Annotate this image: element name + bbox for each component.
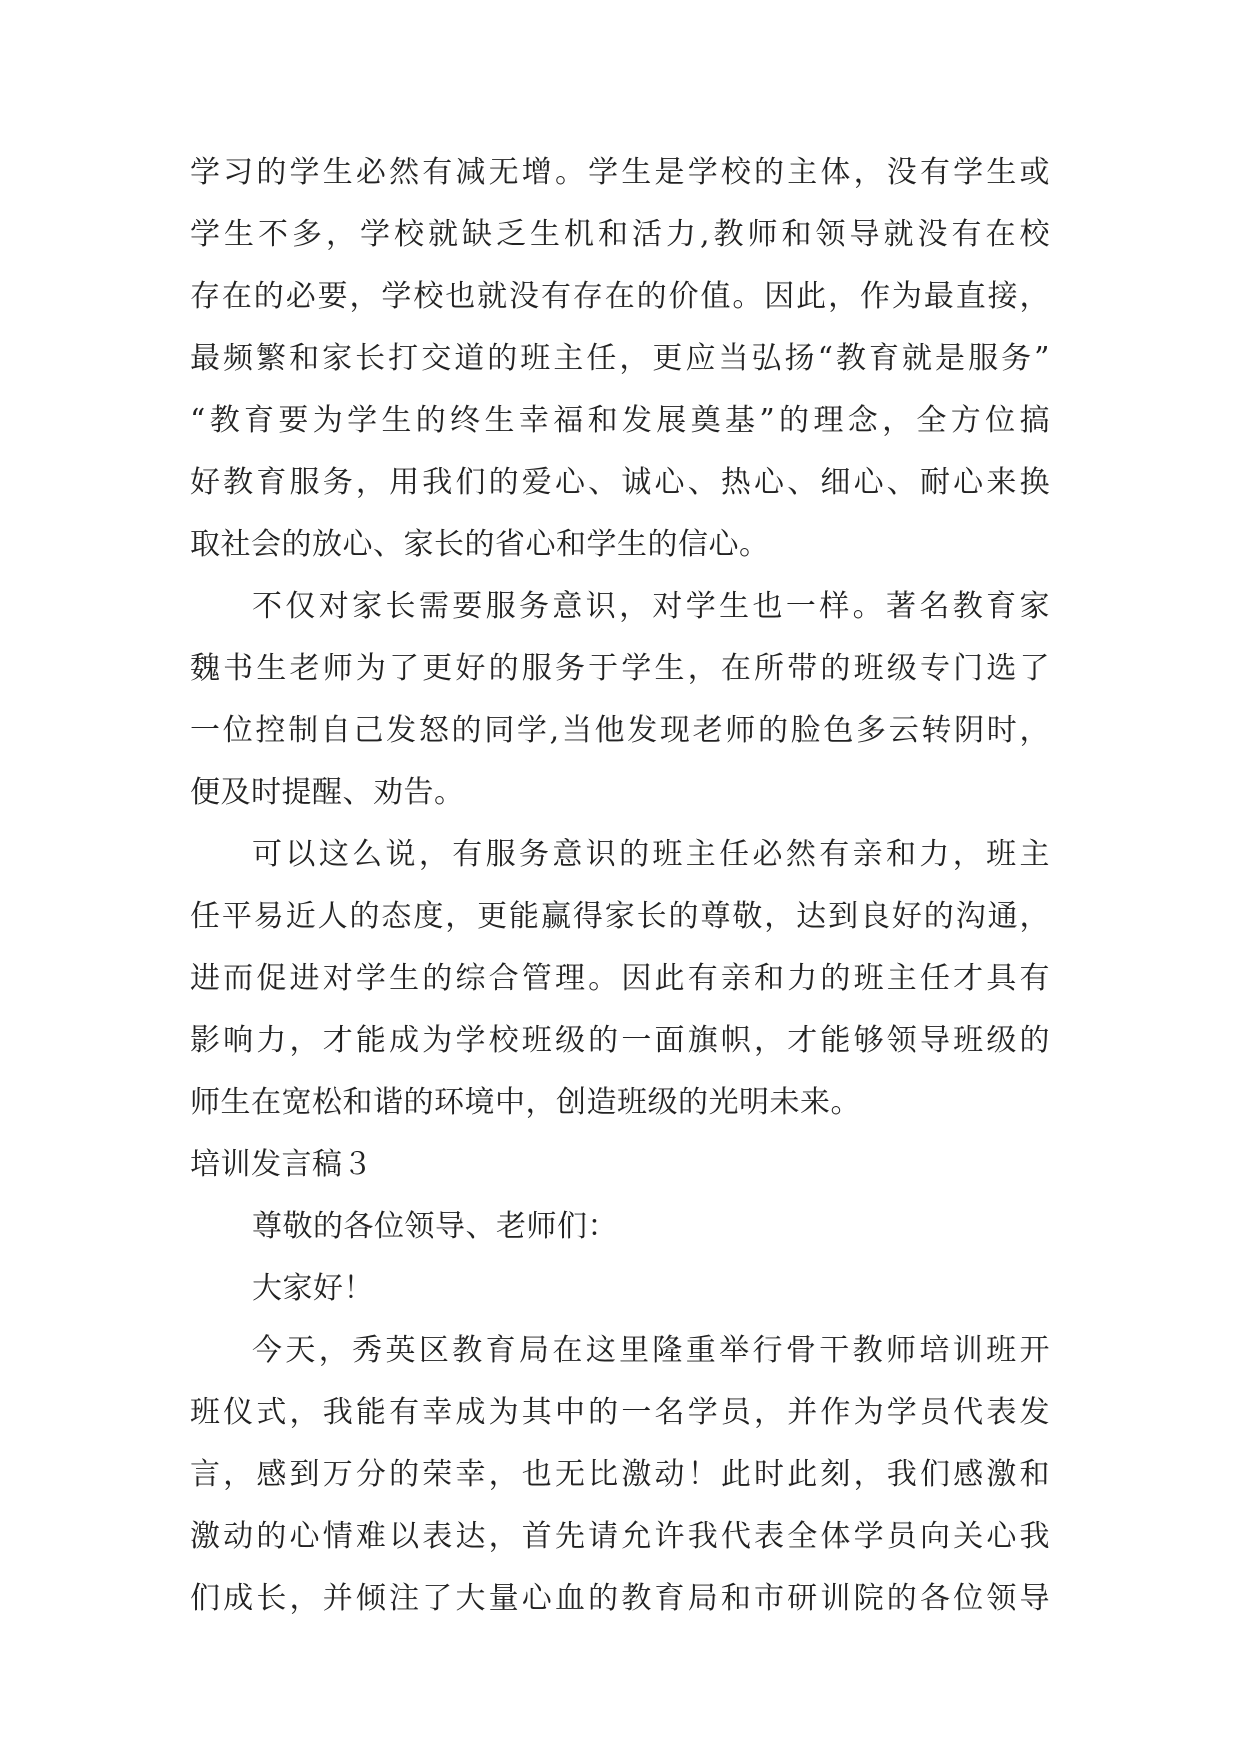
paragraph-affinity: [190, 824, 1050, 1134]
text-line: 师生在宽松和谐的环境中，创造班级的光明未来。: [190, 1085, 861, 1120]
paragraph-opening-ceremony: [190, 1320, 1050, 1630]
salutation: 尊敬的各位领导、老师们：: [252, 1209, 618, 1244]
text-line: 不仅对家长需要服务意识，对学生也一样。著名教育家: [252, 589, 1050, 624]
text-line: 存在的必要，学校也就没有存在的价值。因此，作为最直接，: [190, 279, 1050, 314]
text-line: 可以这么说，有服务意识的班主任必然有亲和力，班主: [252, 837, 1050, 872]
document-page: [190, 142, 1050, 1630]
text-line: 好教育服务，用我们的爱心、诚心、热心、细心、耐心来换: [190, 465, 1050, 500]
text-line: 进而促进对学生的综合管理。因此有亲和力的班主任才具有: [190, 961, 1050, 996]
text-line: 学生不多，学校就缺乏生机和活力,教师和领导就没有在校: [190, 217, 1050, 252]
text-line: 们成长，并倾注了大量心血的教育局和市研训院的各位领导: [190, 1581, 1050, 1616]
text-line: 激动的心情难以表达，首先请允许我代表全体学员向关心我: [190, 1519, 1050, 1554]
section-title: 培训发言稿３: [190, 1147, 373, 1182]
text-line: “教育要为学生的终生幸福和发展奠基”的理念，全方位搞: [190, 403, 1050, 438]
text-line: 魏书生老师为了更好的服务于学生，在所带的班级专门选了: [190, 651, 1050, 686]
text-line: 便及时提醒、劝告。: [190, 775, 465, 810]
text-line: 一位控制自己发怒的同学,当他发现老师的脸色多云转阴时，: [190, 713, 1050, 748]
text-line: 影响力，才能成为学校班级的一面旗帜，才能够领导班级的: [190, 1023, 1050, 1058]
greeting: 大家好！: [252, 1271, 374, 1306]
text-line: 班仪式，我能有幸成为其中的一名学员，并作为学员代表发: [190, 1395, 1050, 1430]
paragraph-service-philosophy: [190, 142, 1050, 576]
text-line: 今天，秀英区教育局在这里隆重举行骨干教师培训班开: [252, 1333, 1050, 1368]
paragraph-service-to-students: [190, 576, 1050, 824]
text-line: 言，感到万分的荣幸，也无比激动！此时此刻，我们感激和: [190, 1457, 1050, 1492]
text-line: 最频繁和家长打交道的班主任，更应当弘扬“教育就是服务”: [190, 341, 1050, 376]
text-line: 任平易近人的态度，更能赢得家长的尊敬，达到良好的沟通，: [190, 899, 1050, 934]
text-line: 取社会的放心、家长的省心和学生的信心。: [190, 527, 770, 562]
text-line: 学习的学生必然有减无增。学生是学校的主体，没有学生或: [190, 155, 1050, 190]
